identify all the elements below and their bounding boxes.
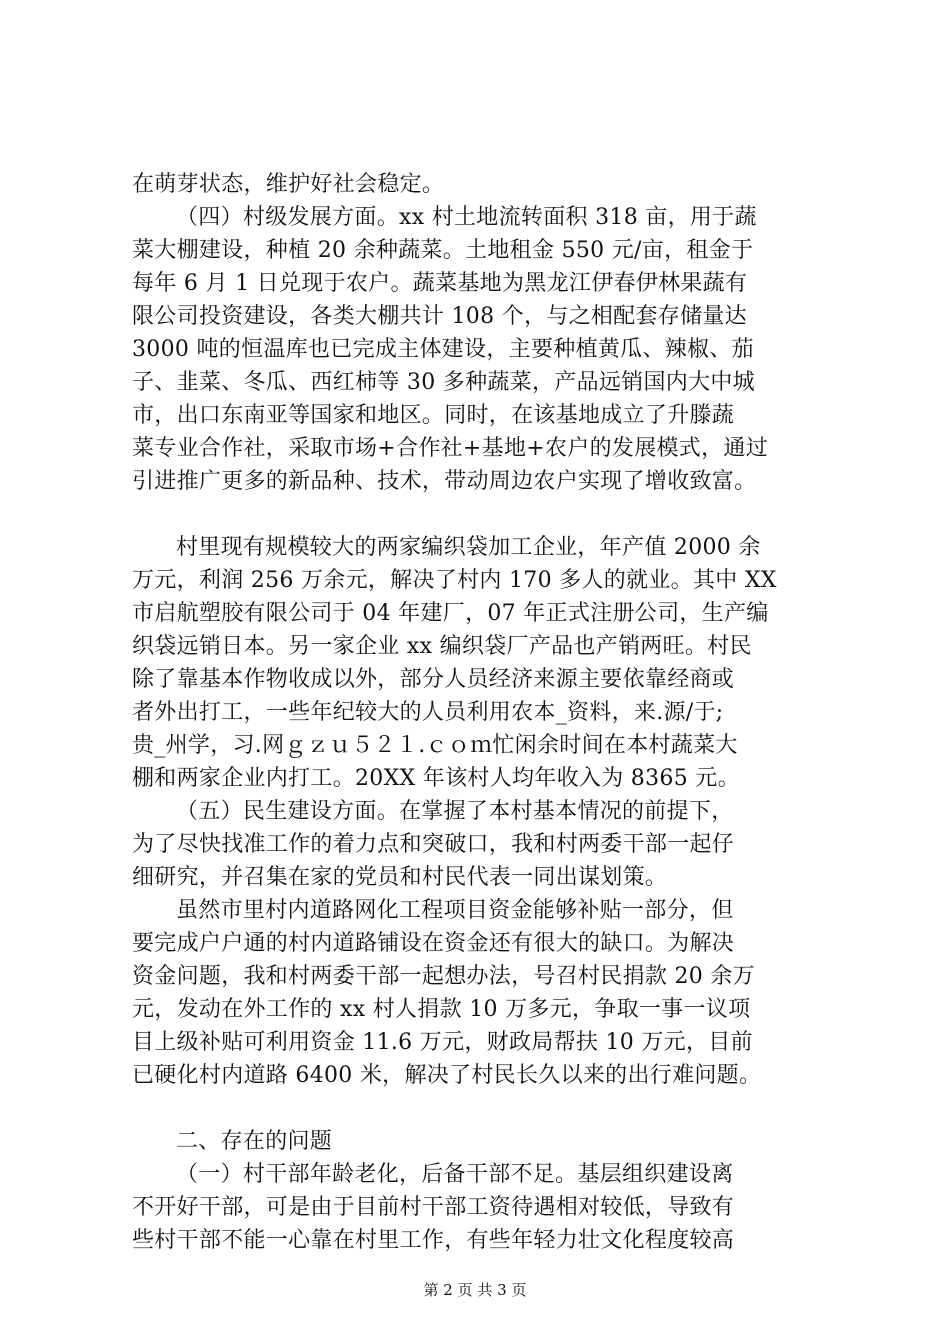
- text-line: 每年 6 月 1 日兑现于农户。蔬菜基地为黑龙江伊春伊林果蔬有: [132, 271, 748, 296]
- text-line: 村里现有规模较大的两家编织袋加工企业，年产值 2000 余: [176, 535, 761, 560]
- text-line: 资金问题，我和村两委干部一起想办法，号召村民捐款 20 余万: [132, 964, 755, 989]
- text-line: 市启航塑胶有限公司于 04 年建厂，07 年正式注册公司，生产编: [132, 601, 769, 626]
- text-line: 要完成户户通的村内道路铺设在资金还有很大的缺口。为解决: [132, 931, 735, 956]
- text-line: 已硬化村内道路 6400 米，解决了村民长久以来的出行难问题。: [132, 1063, 762, 1088]
- text-line: 市，出口东南亚等国家和地区。同时，在该基地成立了升滕蔬: [132, 403, 735, 428]
- text-line: 菜专业合作社，采取市场+合作社+基地+农户的发展模式，通过: [132, 436, 769, 461]
- text-line: 棚和两家企业内打工。20XX 年该村人均年收入为 8365 元。: [132, 766, 740, 791]
- text-line: 引进推广更多的新品种、技术，带动周边农户实现了增收致富。: [132, 469, 757, 494]
- text-line: 贵_州学，习.网ｇｚｕ５２１.ｃｏｍ忙闲余时间在本村蔬菜大: [132, 733, 738, 758]
- paragraph-gap: [132, 1092, 838, 1125]
- section-heading: 二、存在的问题: [176, 1129, 333, 1154]
- text-line: 限公司投资建设，各类大棚共计 108 个，与之相配套存储量达: [132, 304, 747, 329]
- text-line: 万元，利润 256 万余元，解决了村内 170 多人的就业。其中 XX: [132, 568, 777, 593]
- text-line: 为了尽快找准工作的着力点和突破口，我和村两委干部一起仔: [132, 832, 735, 857]
- text-line: 目上级补贴可利用资金 11.6 万元，财政局帮扶 10 万元，目前: [132, 1030, 753, 1055]
- text-line: 织袋远销日本。另一家企业 xx 编织袋厂产品也产销两旺。村民: [132, 634, 752, 659]
- text-line: （四）村级发展方面。xx 村土地流转面积 318 亩，用于蔬: [176, 205, 757, 230]
- text-line: 除了靠基本作物收成以外，部分人员经济来源主要依靠经商或: [132, 667, 735, 692]
- text-line: 在萌芽状态，维护好社会稳定。: [132, 172, 445, 197]
- text-line: 不开好干部，可是由于目前村干部工资待遇相对较低，导致有: [132, 1195, 735, 1220]
- document-body: [132, 168, 838, 1257]
- text-line: 者外出打工，一些年纪较大的人员利用农本_资料，来.源/于;: [132, 700, 724, 725]
- text-line: 元，发动在外工作的 xx 村人捐款 10 万多元，争取一事一议项: [132, 997, 751, 1022]
- text-line: 菜大棚建设，种植 20 余种蔬菜。土地租金 550 元/亩，租金于: [132, 238, 754, 263]
- page-footer: [0, 1280, 950, 1300]
- text-line: 子、韭菜、冬瓜、西红柿等 30 多种蔬菜，产品远销国内大中城: [132, 370, 755, 395]
- text-line: 些村干部不能一心靠在村里工作，有些年轻力壮文化程度较高: [132, 1228, 735, 1253]
- page-number-label: 第 2 页 共 3 页: [423, 1281, 527, 1299]
- text-line: （五）民生建设方面。在掌握了本村基本情况的前提下，: [176, 799, 734, 824]
- text-line: 虽然市里村内道路网化工程项目资金能够补贴一部分，但: [176, 898, 734, 923]
- text-line: （一）村干部年龄老化，后备干部不足。基层组织建设离: [176, 1162, 734, 1187]
- paragraph-gap: [132, 498, 838, 531]
- text-line: 3000 吨的恒温库也已完成主体建设，主要种植黄瓜、辣椒、茄: [132, 337, 754, 362]
- text-line: 细研究，并召集在家的党员和村民代表一同出谋划策。: [132, 865, 668, 890]
